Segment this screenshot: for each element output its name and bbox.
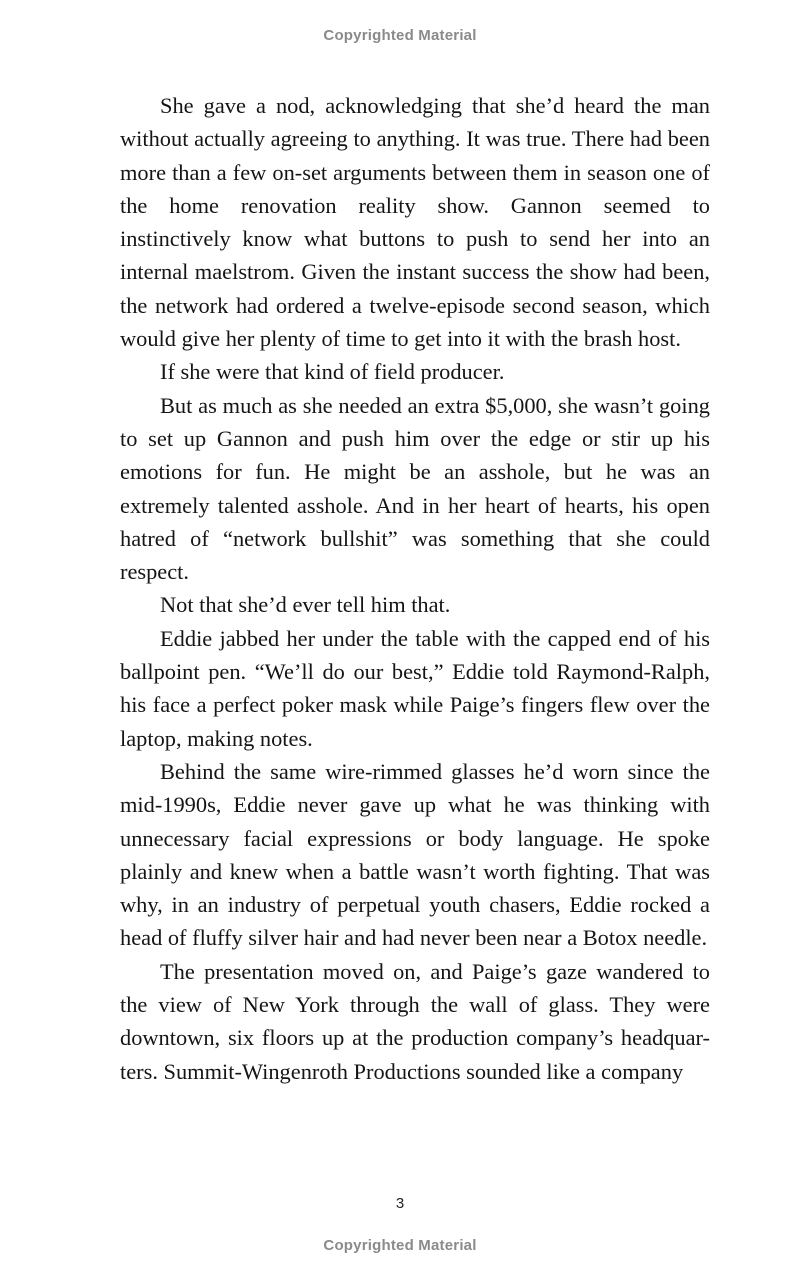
copyright-watermark-bottom: Copyrighted Material xyxy=(323,1237,477,1254)
page-body-text xyxy=(120,89,710,1088)
paragraph: She gave a nod, acknowledging that she’d heard the man without actually agreeing to anything. It was true. There had been more than a few on-set arguments between them in season one of the home renovation reality show. Gannon seemed to instinctively know what buttons to push to send her into an internal maelstrom. Given the instant success the show had been, the network had ordered a twelve-episode second season, which would give her plenty of time to get into it with the brash host. xyxy=(120,93,710,352)
copyright-watermark-top: Copyrighted Material xyxy=(323,27,477,44)
paragraph: But as much as she needed an extra $5,000, she wasn’t going to set up Gannon and push him over the edge or stir up his emotions for fun. He might be an asshole, but he was an extremely talented asshole. And in her heart of hearts, his open hatred of “network bullshit” was something that she could respect. xyxy=(120,392,710,585)
paragraph: Eddie jabbed her under the table with the capped end of his ballpoint pen. “We’ll do our best,” Eddie told Raymond-Ralph, his face a perfect poker mask while Paige’s fingers flew over the laptop, making notes. xyxy=(120,625,710,751)
page-number: 3 xyxy=(395,1195,405,1212)
paragraph: Behind the same wire-rimmed glasses he’d worn since the mid-1990s, Eddie never gave up what he was thinking with unnecessary facial expressions or body language. He spoke plainly and knew when a battle wasn’t worth fighting. That was why, in an industry of perpetual youth chasers, Eddie rocked a head of fluffy silver hair and had never been near a Botox needle. xyxy=(120,758,710,951)
paragraph: Not that she’d ever tell him that. xyxy=(160,592,451,618)
paragraph: If she were that kind of field producer. xyxy=(160,359,505,385)
paragraph: The presentation moved on, and Paige’s gaze wandered to the view of New York through the wall of glass. They were downtown, six floors up at the production company’s headquar-ters. Summit-Wingenroth Productions sounded like a company xyxy=(120,958,710,1084)
